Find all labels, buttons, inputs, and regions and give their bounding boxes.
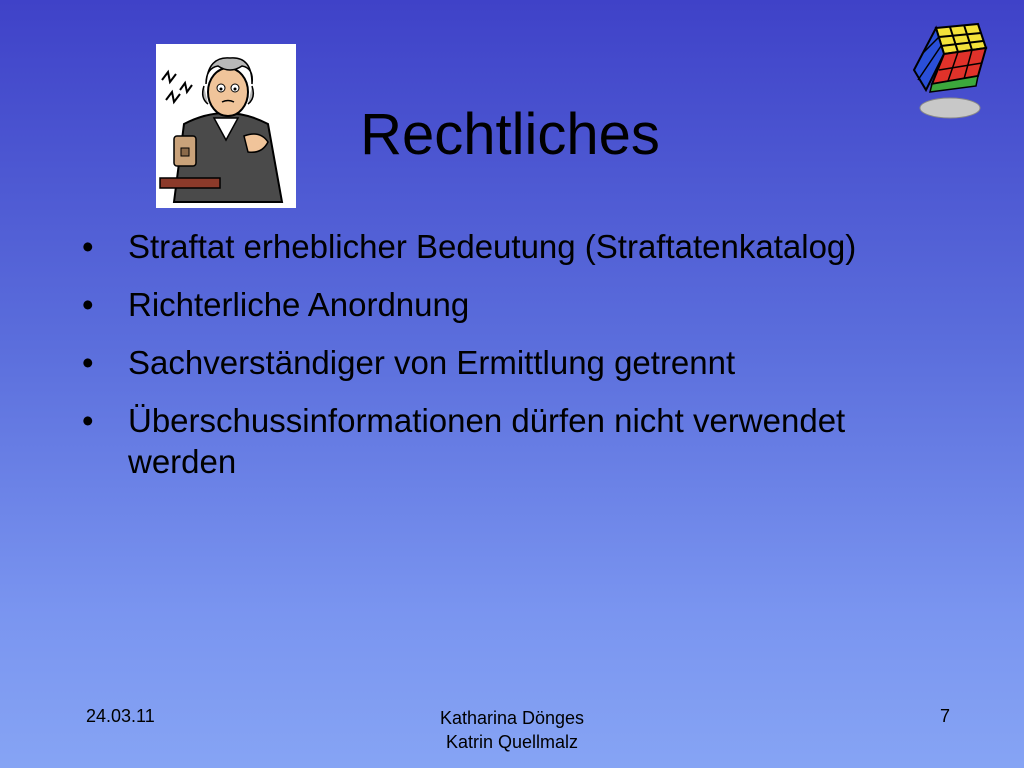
footer-authors [412,706,612,754]
cube-icon [906,20,998,124]
slide-title: Rechtliches [360,102,660,167]
footer-author-2: Katrin Quellmalz [445,732,579,752]
bullet-symbol: • [82,402,94,439]
bullet-symbol: • [82,228,94,265]
footer-page-number: 7 [939,706,950,726]
footer-date: 24.03.11 [86,706,155,726]
bullet-item [82,342,942,383]
bullet-text: Richterliche Anordnung [128,286,470,323]
bullet-list [82,226,942,499]
bullet-symbol: • [82,286,94,323]
bullet-text: Überschussinformationen dürfen nicht verwendet werden [128,402,846,480]
bullet-text: Straftat erheblicher Bedeutung (Straftatenkatalog) [128,228,857,265]
bullet-item [82,284,942,325]
bullet-symbol: • [82,344,94,381]
bullet-text: Sachverständiger von Ermittlung getrennt [128,344,736,381]
judge-clipart-image [156,44,296,208]
rubiks-cube-clipart-image [906,20,998,124]
bullet-item [82,226,942,267]
bullet-item [82,400,942,482]
footer-author-1: Katharina Dönges [439,708,585,728]
judge-icon [156,44,296,208]
